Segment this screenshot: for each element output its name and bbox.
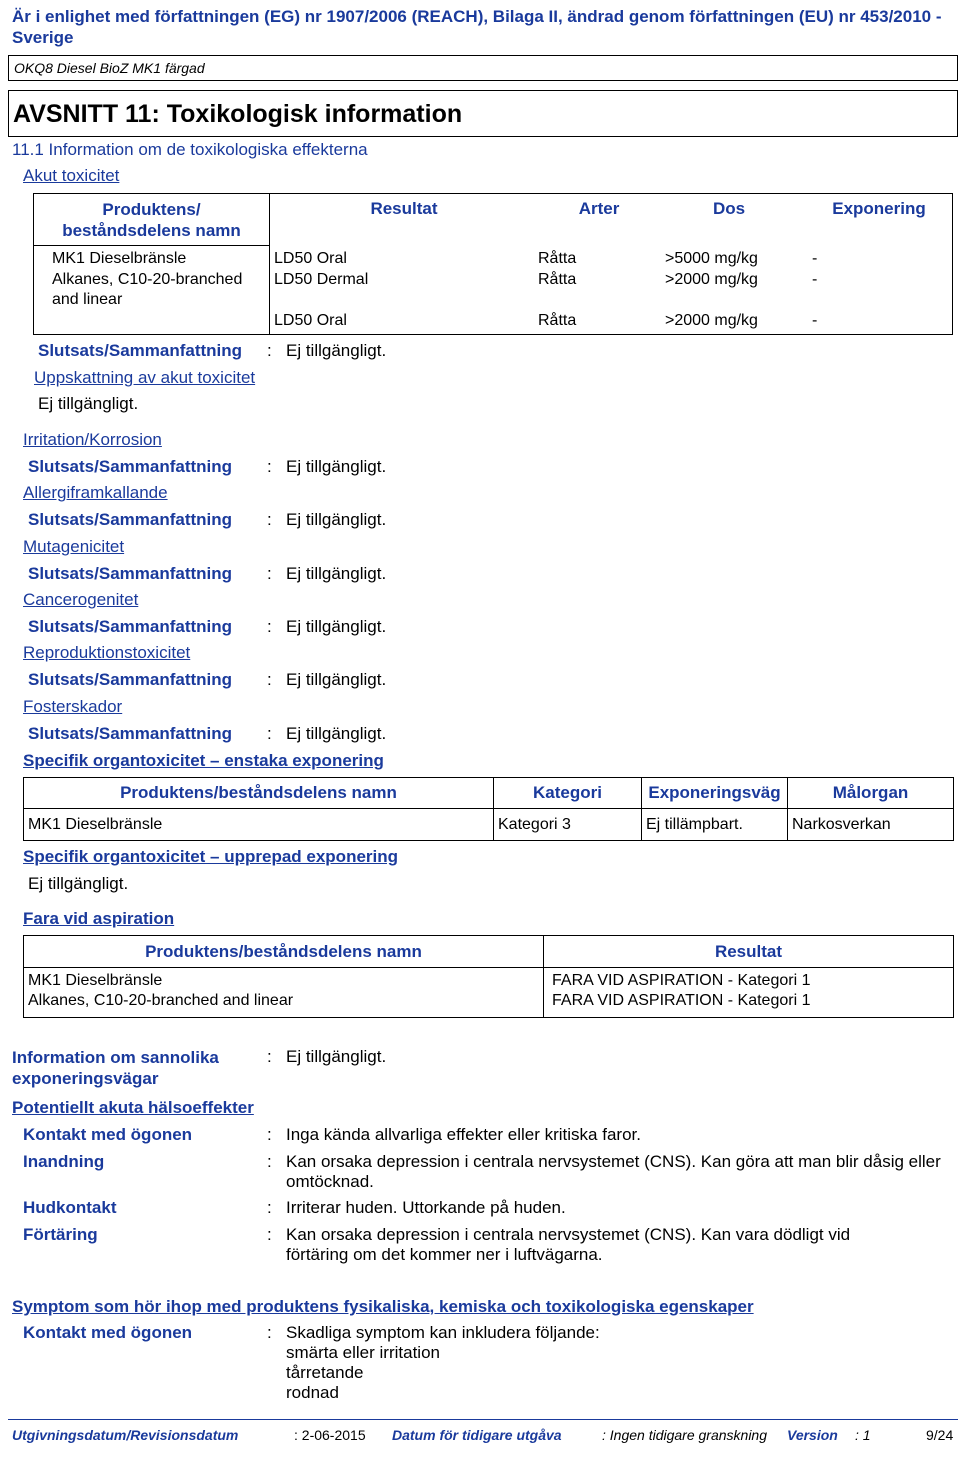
effect-colon: : bbox=[267, 1125, 272, 1144]
hazard-colon: : bbox=[267, 724, 272, 743]
effect-value-eyes: Inga kända allvarliga effekter eller kritiska faror. bbox=[286, 1125, 641, 1144]
hazard-label: Slutsats/Sammanfattning bbox=[28, 724, 233, 743]
symptoms-label-eyes: Kontakt med ögonen bbox=[23, 1323, 193, 1342]
effect-label-skin: Hudkontakt bbox=[23, 1198, 117, 1217]
hazard-colon: : bbox=[267, 670, 272, 689]
symptom-line: tårretande bbox=[286, 1363, 364, 1382]
species-cell: Råtta bbox=[538, 271, 577, 288]
stot-repeated-heading: Specifik organtoxicitet – upprepad exponering bbox=[23, 847, 399, 866]
aspiration-products-cell bbox=[24, 968, 544, 1018]
acute-estimate-heading: Uppskattning av akut toxicitet bbox=[34, 368, 256, 387]
symptom-line: smärta eller irritation bbox=[286, 1343, 440, 1362]
hazard-label: Slutsats/Sammanfattning bbox=[28, 457, 233, 476]
hazard-heading-mutagenicity: Mutagenicitet bbox=[23, 537, 125, 556]
effect-value-inhalation: Kan orsaka depression i centrala nervsystemet (CNS). Kan göra att man blir dåsig eller omtöcknad. bbox=[286, 1152, 941, 1191]
hazard-heading-teratogenicity: Fosterskador bbox=[23, 697, 123, 716]
hazard-heading-carcinogenicity: Cancerogenitet bbox=[23, 590, 139, 609]
hazard-colon: : bbox=[267, 510, 272, 529]
hazard-colon: : bbox=[267, 617, 272, 636]
aspiration-product: MK1 Dieselbränsle bbox=[28, 972, 163, 989]
routes-value: Ej tillgängligt. bbox=[286, 1047, 387, 1066]
acute-conclusion-label: Slutsats/Sammanfattning bbox=[38, 341, 243, 360]
effect-colon: : bbox=[267, 1198, 272, 1217]
routes-label: Information om sannolika exponeringsvägar bbox=[12, 1048, 219, 1088]
column-header-exposure: Exponering bbox=[832, 199, 926, 218]
result-cell: LD50 Dermal bbox=[274, 271, 369, 288]
column-header-result: Resultat bbox=[370, 199, 438, 218]
column-header-result: Resultat bbox=[544, 936, 954, 968]
column-header-product: Produktens/beståndsdelens namn bbox=[24, 778, 494, 809]
stot-target-cell: Narkosverkan bbox=[788, 809, 954, 841]
dose-cell: >2000 mg/kg bbox=[665, 312, 758, 329]
product-name-box bbox=[8, 55, 958, 81]
stot-single-heading: Specifik organtoxicitet – enstaka exponering bbox=[23, 751, 384, 770]
routes-colon: : bbox=[267, 1047, 272, 1066]
acute-toxicity-heading: Akut toxicitet bbox=[23, 166, 120, 185]
footer-version-value: : 1 bbox=[855, 1427, 871, 1443]
effect-label-ingestion: Förtäring bbox=[23, 1225, 98, 1244]
dose-cell: >5000 mg/kg bbox=[665, 250, 758, 267]
stot-single-table bbox=[23, 777, 954, 841]
effect-value-ingestion: Kan orsaka depression i centrala nervsystemet (CNS). Kan vara dödligt vid förtäring om det kommer ner i luftvägarna. bbox=[286, 1225, 851, 1264]
exposure-cell: - bbox=[812, 312, 818, 329]
footer-date-value: : 2-06-2015 bbox=[294, 1427, 366, 1443]
effect-value-skin: Irriterar huden. Uttorkande på huden. bbox=[286, 1198, 566, 1217]
symptoms-heading: Symptom som hör ihop med produktens fysikaliska, kemiska och toxikologiska egenskaper bbox=[12, 1297, 754, 1316]
hazard-label: Slutsats/Sammanfattning bbox=[28, 670, 233, 689]
hazard-value: Ej tillgängligt. bbox=[286, 457, 387, 476]
column-header-product: Produktens/beståndsdelens namn bbox=[24, 936, 544, 968]
hazard-value: Ej tillgängligt. bbox=[286, 617, 387, 636]
exposure-cell: - bbox=[812, 250, 818, 267]
aspiration-heading: Fara vid aspiration bbox=[23, 909, 175, 928]
document-header-title: Är i enlighet med författningen (EG) nr 1907/2006 (REACH), Bilaga II, ändrad genom författningen (EU) nr 453/2010 - Sverige bbox=[12, 7, 942, 47]
symptoms-lines bbox=[286, 1323, 600, 1403]
footer-prev-value: : Ingen tidigare granskning bbox=[602, 1427, 767, 1443]
section-box bbox=[8, 90, 958, 137]
table-divider-vertical bbox=[269, 194, 270, 334]
hazard-value: Ej tillgängligt. bbox=[286, 510, 387, 529]
hazard-value: Ej tillgängligt. bbox=[286, 670, 387, 689]
aspiration-result: FARA VID ASPIRATION - Kategori 1 bbox=[552, 972, 811, 989]
column-header-category: Kategori bbox=[494, 778, 642, 809]
hazard-label: Slutsats/Sammanfattning bbox=[28, 510, 233, 529]
footer-rule bbox=[8, 1419, 958, 1420]
dose-cell: >2000 mg/kg bbox=[665, 271, 758, 288]
acute-conclusion-value: Ej tillgängligt. bbox=[286, 341, 387, 360]
product-name: OKQ8 Diesel BioZ MK1 färgad bbox=[14, 60, 205, 76]
effect-colon: : bbox=[267, 1225, 272, 1244]
aspiration-product: Alkanes, C10-20-branched and linear bbox=[28, 992, 294, 1009]
exposure-cell: - bbox=[812, 271, 818, 288]
effect-label-inhalation: Inandning bbox=[23, 1152, 105, 1171]
footer-date-label: Utgivningsdatum/Revisionsdatum bbox=[12, 1427, 239, 1443]
section-title: AVSNITT 11: Toxikologisk information bbox=[13, 100, 463, 128]
symptom-line: Skadliga symptom kan inkludera följande: bbox=[286, 1323, 600, 1342]
column-header-target: Målorgan bbox=[788, 778, 954, 809]
aspiration-results-cell bbox=[544, 968, 954, 1018]
aspiration-table bbox=[23, 935, 954, 1018]
result-cell: LD50 Oral bbox=[274, 312, 347, 329]
symptom-line: rodnad bbox=[286, 1383, 339, 1402]
column-header-route: Exponeringsväg bbox=[642, 778, 788, 809]
stot-product-cell: MK1 Dieselbränsle bbox=[24, 809, 494, 841]
acute-conclusion-colon: : bbox=[267, 341, 272, 360]
stot-category-cell: Kategori 3 bbox=[494, 809, 642, 841]
acute-toxicity-table bbox=[33, 193, 953, 335]
table-divider-horizontal bbox=[34, 245, 269, 246]
column-header-species: Arter bbox=[578, 199, 620, 218]
effect-label-eyes: Kontakt med ögonen bbox=[23, 1125, 193, 1144]
column-header-dose: Dos bbox=[712, 199, 746, 218]
column-header-product: Produktens/ beståndsdelens namn bbox=[62, 200, 241, 240]
hazard-heading-allergy: Allergiframkallande bbox=[23, 483, 168, 502]
hazard-heading-reproductive: Reproduktionstoxicitet bbox=[23, 643, 191, 662]
section-subtitle: 11.1 Information om de toxikologiska effekterna bbox=[12, 140, 368, 159]
result-cell: LD50 Oral bbox=[274, 250, 347, 267]
acute-effects-heading: Potentiellt akuta hälsoeffekter bbox=[12, 1098, 254, 1117]
acute-estimate-value: Ej tillgängligt. bbox=[38, 394, 139, 413]
hazard-label: Slutsats/Sammanfattning bbox=[28, 617, 233, 636]
footer-version-label: Version bbox=[787, 1427, 838, 1443]
hazard-colon: : bbox=[267, 564, 272, 583]
effect-colon: : bbox=[267, 1152, 272, 1171]
symptoms-colon: : bbox=[267, 1323, 272, 1342]
hazard-heading-irritation: Irritation/Korrosion bbox=[23, 430, 162, 449]
species-cell: Råtta bbox=[538, 312, 577, 329]
stot-route-cell: Ej tillämpbart. bbox=[642, 809, 788, 841]
footer-page-number: 9/24 bbox=[926, 1427, 954, 1443]
product-name-alkanes: Alkanes, C10-20-branched and linear bbox=[52, 271, 243, 308]
footer-prev-label: Datum för tidigare utgåva bbox=[392, 1427, 562, 1443]
hazard-value: Ej tillgängligt. bbox=[286, 724, 387, 743]
hazard-colon: : bbox=[267, 457, 272, 476]
hazard-value: Ej tillgängligt. bbox=[286, 564, 387, 583]
species-cell: Råtta bbox=[538, 250, 577, 267]
hazard-label: Slutsats/Sammanfattning bbox=[28, 564, 233, 583]
stot-repeated-value: Ej tillgängligt. bbox=[28, 874, 129, 893]
product-name-mk1: MK1 Dieselbränsle bbox=[52, 250, 187, 267]
aspiration-result: FARA VID ASPIRATION - Kategori 1 bbox=[552, 992, 811, 1009]
